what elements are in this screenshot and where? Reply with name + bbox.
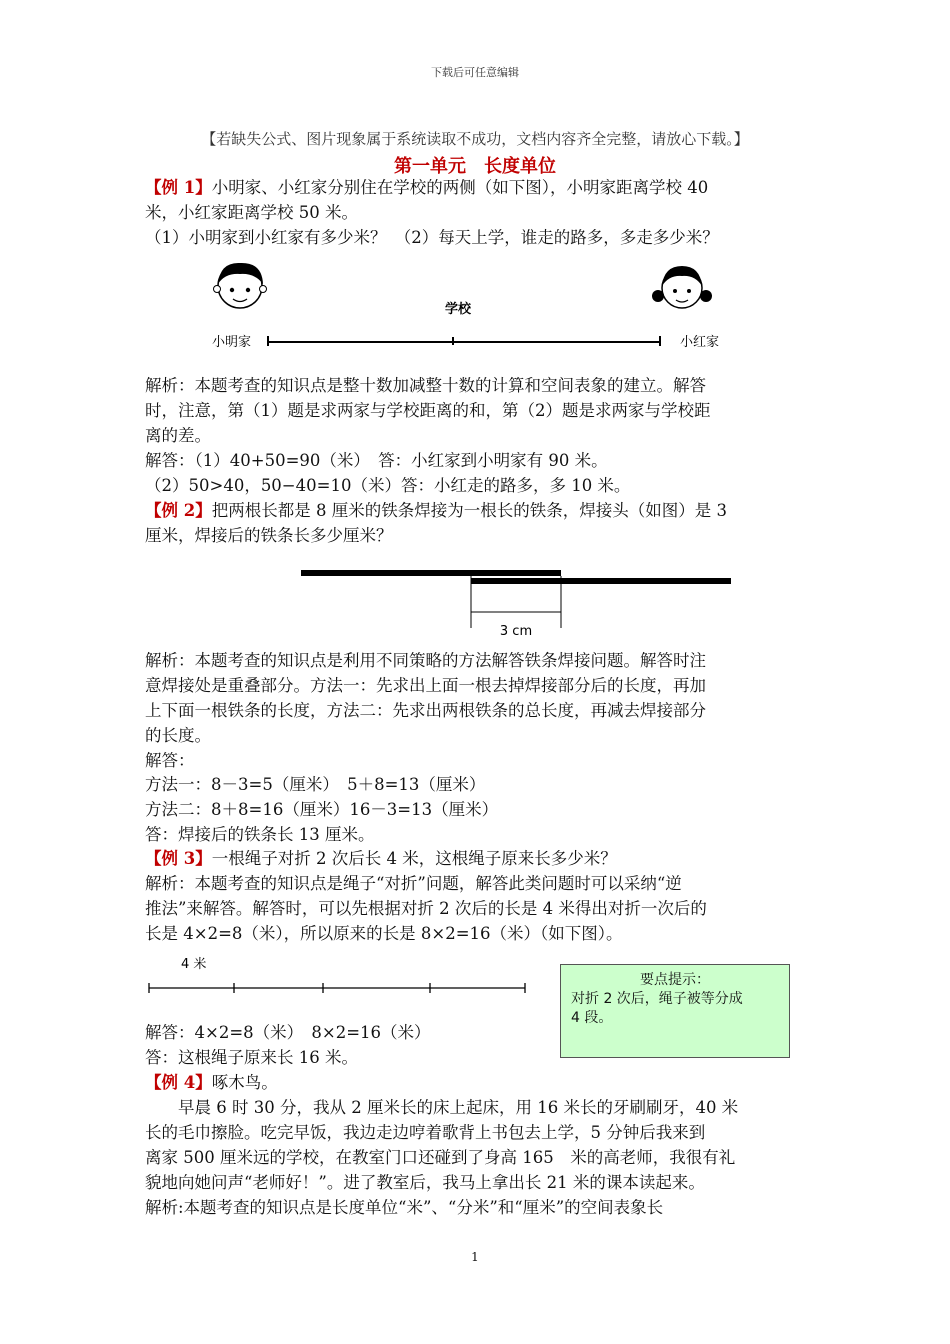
ex3-analysis-3: 长是 4×2=8（米），所以原来的长是 8×2=16（米）（如下图）。 — [145, 924, 623, 943]
girl-icon — [652, 266, 712, 308]
tip-title: 要点提示： — [640, 972, 710, 988]
tip-body-2: 4 段。 — [571, 1010, 613, 1026]
weld-length-label: 3 cm — [499, 624, 533, 639]
ex1-tag: 【例 1】 — [145, 178, 212, 197]
ex2-tag: 【例 2】 — [145, 501, 212, 520]
ex1-solution-1: 解答：（1）40+50=90（米） 答：小红家到小明家有 90 米。 — [145, 451, 608, 470]
ex4-para-4: 貌地向她问声“老师好！”。进了教室后，我马上拿出长 21 米的课本读起来。 — [145, 1173, 705, 1192]
ex4-analysis-1: 解析:本题考查的知识点是长度单位“米”、“分米”和“厘米”的空间表象长 — [145, 1198, 664, 1217]
ex1-analysis-1: 解析：本题考查的知识点是整十数加减整十数的计算和空间表象的建立。解答 — [145, 376, 706, 395]
ex2-solution-2: 方法二：8＋8=16（厘米）16－3=13（厘米） — [145, 800, 499, 819]
ex1-line2: 米，小红家距离学校 50 米。 — [145, 203, 358, 222]
ex3-solution-1: 解答：4×2=8（米） 8×2=16（米） — [145, 1023, 431, 1042]
ex1-solution-2: （2）50>40，50−40=10（米）答：小红走的路多，多 10 米。 — [145, 476, 631, 495]
ex3-analysis-2: 推法”来解答。解答时，可以先根据对折 2 次后的长是 4 米得出对折一次后的 — [145, 899, 707, 918]
ex1-analysis-2: 时，注意，第（1）题是求两家与学校距离的和，第（2）题是求两家与学校距 — [145, 401, 711, 420]
xiaohong-home-label: 小红家 — [680, 335, 720, 350]
ex3-tag: 【例 3】 — [145, 849, 212, 868]
ex2-solution-3: 答：焊接后的铁条长 13 厘米。 — [145, 825, 375, 844]
page-number: 1 — [471, 1250, 479, 1264]
ex3-line1: 【例 3】一根绳子对折 2 次后长 4 米，这根绳子原来长多少米？ — [145, 849, 617, 868]
rope-length-label: 4 米 — [181, 957, 207, 972]
ex2-line2: 厘米，焊接后的铁条长多少厘米？ — [145, 526, 393, 545]
ex1-analysis-3: 离的差。 — [145, 426, 211, 445]
ex4-tag: 【例 4】 — [145, 1073, 212, 1092]
ex4-para-2: 长的毛巾擦脸。吃完早饭，我边走边哼着歌背上书包去上学，5 分钟后我来到 — [145, 1123, 706, 1142]
ex3-figure — [145, 950, 535, 1000]
key-point-box — [560, 964, 790, 1058]
ex2-solution-1: 方法一：8－3=5（厘米） 5＋8=13（厘米） — [145, 775, 486, 794]
ex2-figure — [295, 562, 740, 642]
ex4-para-3: 离家 500 厘米远的学校，在教室门口还碰到了身高 165 米的高老师，我很有礼 — [145, 1148, 736, 1167]
ex2-analysis-1: 解析：本题考查的知识点是利用不同策略的方法解答铁条焊接问题。解答时注 — [145, 651, 706, 670]
ex2-line1: 【例 2】把两根长都是 8 厘米的铁条焊接为一根长的铁条，焊接头（如图）是 3 — [145, 501, 727, 520]
ex4-para-1: 早晨 6 时 30 分，我从 2 厘米长的床上起床，用 16 米长的牙刷刷牙，40 米 — [145, 1098, 739, 1117]
unit-title: 第一单元 长度单位 — [394, 156, 556, 177]
boy-icon — [214, 263, 267, 308]
ex4-line1: 【例 4】啄木鸟。 — [145, 1073, 278, 1092]
ex2-analysis-2: 意焊接处是重叠部分。方法一：先求出上面一根去掉焊接部分后的长度，再加 — [145, 676, 706, 695]
page-header: 下载后可任意编辑 — [431, 66, 519, 79]
ex1-figure — [200, 258, 740, 358]
ex3-solution-2: 答：这根绳子原来长 16 米。 — [145, 1048, 358, 1067]
tip-body-1: 对折 2 次后，绳子被等分成 — [571, 991, 743, 1007]
ex1-questions: （1）小明家到小红家有多少米？ （2）每天上学，谁走的路多，多走多少米？ — [145, 228, 719, 247]
ex2-analysis-4: 的长度。 — [145, 726, 211, 745]
ex2-analysis-3: 上下面一根铁条的长度，方法二：先求出两根铁条的总长度，再减去焊接部分 — [145, 701, 706, 720]
download-notice: 【若缺失公式、图片现象属于系统读取不成功，文档内容齐全完整，请放心下载。】 — [201, 130, 749, 148]
ex1-line1: 【例 1】小明家、小红家分别住在学校的两侧（如下图），小明家距离学校 40 — [145, 178, 709, 197]
school-label: 学校 — [444, 302, 472, 317]
ex3-analysis-1: 解析：本题考查的知识点是绳子“对折”问题，解答此类问题时可以采纳“逆 — [145, 874, 682, 893]
ex2-solution-0: 解答： — [145, 751, 195, 770]
xiaoming-home-label: 小明家 — [212, 335, 252, 350]
